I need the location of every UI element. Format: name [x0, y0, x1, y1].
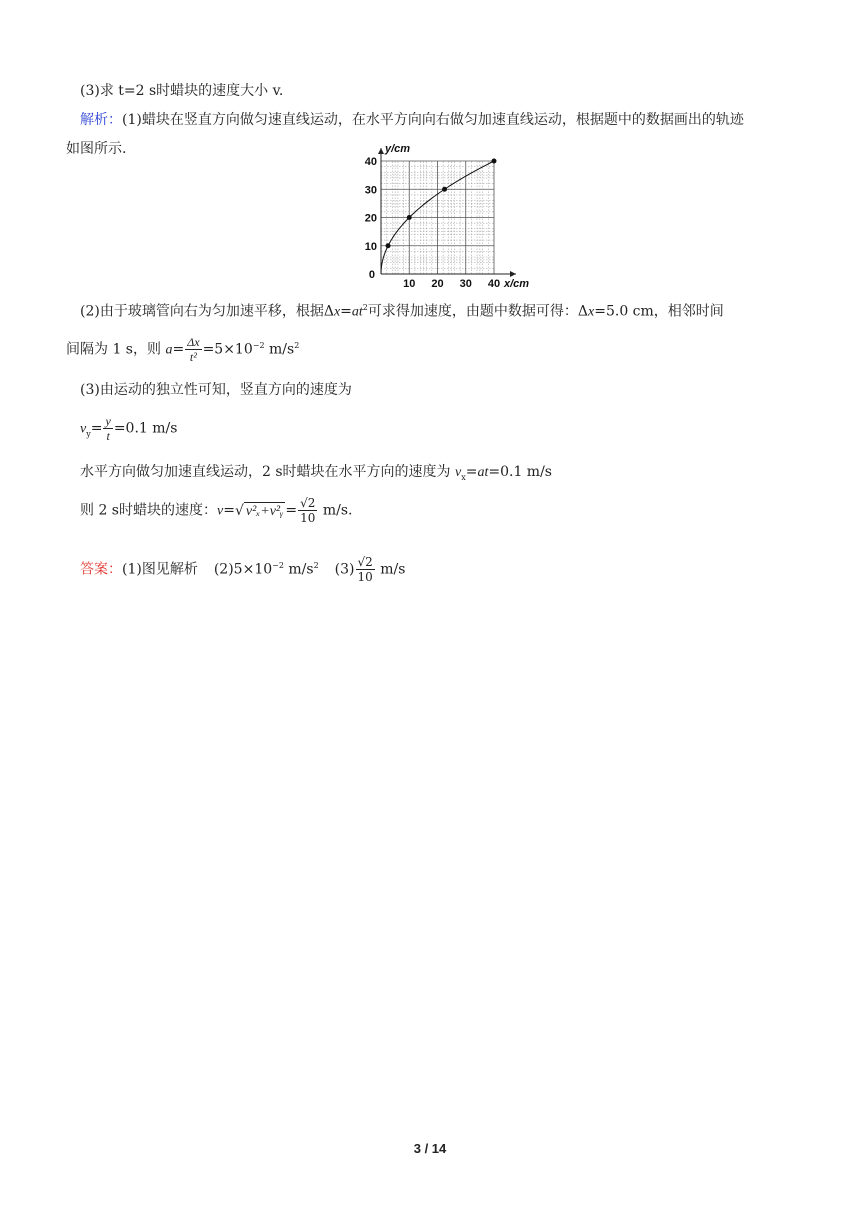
p3-vx-sub: x — [461, 472, 466, 482]
p2-var-x2: x — [588, 304, 595, 320]
p3-line4-fraction — [298, 496, 317, 525]
chart-grid — [381, 161, 494, 274]
answer-3-unit: m/s — [375, 561, 406, 578]
p3-line4-text: 则 2 s时蜡块的速度： — [80, 502, 217, 519]
y-tick-label: 10 — [364, 240, 377, 253]
y-axis-arrow — [378, 148, 384, 154]
p3-line4-frac-num: √2 — [300, 496, 316, 510]
p2-unit-exp: 2 — [294, 341, 300, 350]
p3-line3-eq: = — [465, 464, 478, 480]
p2-var-at: at — [351, 304, 363, 320]
p3-line4-eq: = — [223, 502, 235, 519]
analysis-p3-line-1 — [80, 380, 352, 400]
p2-line2-eq: = — [172, 341, 185, 358]
p3-line3-value: =0.1 m/s — [488, 464, 552, 480]
analysis-p1-text-1: (1)蜡块在竖直方向做匀速直线运动，在水平方向向右做匀加速直线运动，根据题中的数据画出的轨迹 — [122, 112, 744, 128]
answer-2-exp: −2 — [272, 561, 284, 570]
p3-radicand: v²ₓ+v²ᵧ — [245, 503, 284, 519]
p3-vy-sub: y — [86, 429, 91, 439]
x-tick-label: 40 — [487, 278, 501, 290]
p2-value-exp: −2 — [252, 341, 265, 350]
p3-line3-text: 水平方向做匀加速直线运动，2 s时蜡块在水平方向的速度为 — [80, 464, 455, 480]
trajectory-chart — [360, 144, 530, 292]
x-tick-label: 10 — [403, 278, 416, 290]
chart-axes — [378, 148, 516, 277]
answer-3-num: √2 — [357, 555, 373, 570]
p3-vx: v — [455, 465, 462, 480]
p3-line4-frac-den: 10 — [300, 511, 316, 525]
answer-3: (3) — [334, 561, 355, 578]
p3-at: at — [477, 465, 489, 480]
p3-line4-eq2: = — [285, 502, 298, 519]
p2-eq: = — [340, 303, 352, 320]
data-point — [407, 215, 412, 220]
answer-2-unit-exp: 2 — [313, 561, 319, 570]
p2-text-f: 可求得加速度，由题中数据可得：Δ — [367, 303, 589, 320]
analysis-p1-text-2: 如图所示. — [66, 141, 127, 157]
answer-2: (2)5×10 — [213, 561, 273, 578]
x-axis-label: x/cm — [504, 278, 530, 290]
p3-v: v — [217, 503, 224, 519]
p3-value: =0.1 m/s — [113, 420, 178, 437]
data-point — [386, 243, 391, 248]
answer-1: (1)图见解析 — [122, 561, 198, 578]
p3-eq: = — [90, 420, 103, 437]
analysis-p2-line-1 — [80, 298, 724, 323]
question-3: (3)求 t=2 s时蜡块的速度大小 v. — [80, 83, 284, 99]
x-tick-label: 20 — [431, 278, 444, 290]
origin-label: 0 — [368, 269, 375, 281]
p3-frac-den: t — [106, 429, 110, 443]
x-tick-label: 30 — [459, 278, 472, 290]
analysis-p3-line-3 — [80, 462, 552, 488]
answer-3-den: 10 — [357, 570, 373, 585]
analysis-label: 解析： — [80, 112, 122, 128]
data-point — [492, 159, 497, 164]
answer-3-fraction — [356, 555, 375, 584]
y-axis-label: y/cm — [385, 144, 411, 155]
page-number: 3 / 14 — [413, 1141, 447, 1156]
p3-sqrt: √ v²ₓ+v²ᵧ — [234, 502, 284, 519]
y-tick-label: 30 — [364, 184, 377, 197]
answer-label: 答案： — [80, 561, 122, 578]
p2-text-h: =5.0 cm，相邻时间 — [594, 303, 724, 320]
analysis-p2-line-2 — [66, 332, 299, 365]
p3-line4-unit: m/s. — [318, 502, 353, 519]
p3-frac-num: y — [105, 414, 111, 428]
y-tick-label: 20 — [364, 212, 377, 225]
p2-frac-den: t² — [189, 350, 197, 365]
analysis-line-2 — [66, 139, 126, 159]
x-axis-arrow — [510, 271, 516, 277]
analysis-p3-line-2 — [80, 414, 177, 448]
p2-fraction — [185, 335, 201, 364]
analysis-p3-line-4 — [80, 496, 352, 526]
p2-frac-num: Δx — [187, 335, 200, 350]
p2-var-x: x — [333, 304, 341, 320]
answer-line — [80, 552, 405, 584]
p3-vy: v — [80, 421, 87, 437]
p2-exp: 2 — [362, 303, 368, 312]
p3-text: (3)由运动的独立性可知，竖直方向的速度为 — [80, 382, 352, 398]
p2-line2-text: 间隔为 1 s，则 — [66, 341, 166, 358]
y-tick-label: 40 — [364, 156, 377, 168]
data-point — [442, 187, 447, 192]
p2-unit: m/s — [264, 341, 295, 358]
analysis-line-1 — [80, 110, 744, 130]
answer-2-unit: m/s — [283, 561, 314, 578]
p3-fraction — [103, 414, 112, 443]
p2-var-a: a — [165, 342, 173, 358]
p2-value: =5×10 — [202, 341, 253, 358]
p2-text-a: (2)由于玻璃管向右为匀加速平移，根据Δ — [80, 303, 334, 320]
